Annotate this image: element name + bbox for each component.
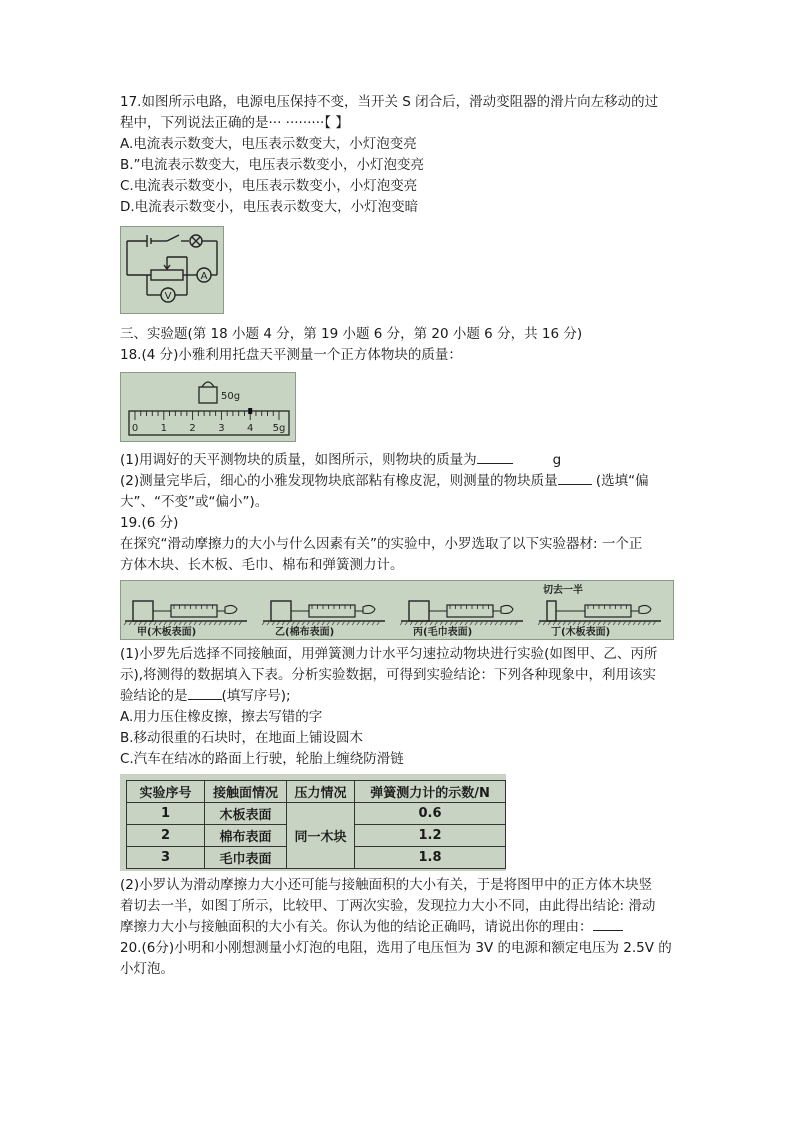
q19-part2-line1: (2)小罗认为滑动摩擦力大小还可能与接触面积的大小有关，于是将图甲中的正方体木块竖: [120, 877, 653, 893]
table-row: [127, 803, 506, 825]
friction-panel-label: 乙(棉布表面): [275, 627, 335, 638]
table-cell-surface: 毛巾表面: [204, 847, 286, 869]
friction-panel-label: 丙(毛巾表面): [413, 627, 473, 638]
experiment-table: [126, 780, 506, 869]
q17-option-a: A.电流表示数变大，电压表示数变大，小灯泡变亮: [120, 136, 417, 152]
scale-tick-label: 2: [189, 423, 196, 434]
q19-intro-line1: 在探究“滑动摩擦力的大小与什么因素有关”的实验中，小罗选取了以下实验器材: 一个正: [120, 536, 643, 552]
q19-option-a: A.用力压住橡皮擦，擦去写错的字: [120, 709, 323, 725]
q19-heading: 19.(6 分): [120, 515, 179, 531]
table-cell-surface: 棉布表面: [204, 825, 286, 847]
friction-panel-label: 甲(木板表面): [137, 627, 197, 638]
scale-tick-label: 0: [131, 423, 139, 434]
q18-part1-text: (1)用调好的天平测物块的质量，如图所示，则物块的质量为: [120, 452, 477, 468]
table-header: 接触面情况: [204, 781, 286, 803]
table-cell-force: 0.6: [355, 803, 506, 825]
friction-panel-label: 丁(木板表面): [551, 627, 611, 638]
spring-scale: [585, 605, 631, 617]
table-cell-no: 1: [127, 803, 205, 825]
q19-part1-suffix: (填写序号);: [221, 688, 291, 704]
friction-panel: [538, 583, 661, 638]
q18-part2-line1: [120, 471, 676, 492]
q18-part2-suffix: (选填“偏: [591, 473, 649, 489]
scale-tick-label: 4: [247, 423, 254, 434]
scale-tick-label: 1: [160, 423, 167, 434]
q18-part1: [120, 450, 676, 471]
scale-tick-label: 3: [218, 423, 225, 434]
section-3-heading: 三、实验题(第 18 小题 4 分，第 19 小题 6 分，第 20 小题 6 分，共 16 分): [120, 326, 583, 342]
q18-part1-blank[interactable]: [477, 463, 513, 464]
weight-label: 50g: [221, 391, 241, 402]
table-header: 实验序号: [127, 781, 205, 803]
q20-line2: 小灯泡。: [120, 961, 174, 977]
q18-part2-blank[interactable]: [558, 484, 592, 485]
q19-part2-line2: 着切去一半，如图丁所示，比较甲、丁两次实验，发现拉力大小不同，由此得出结论: 滑动: [120, 898, 656, 914]
wooden-block: [271, 601, 291, 621]
q17-stem-line1: 17.如图所示电路，电源电压保持不变，当开关 S 闭合后，滑动变阻器的滑片向左移动的过: [120, 94, 659, 110]
q19-intro-line2: 方体木块、长木板、毛巾、棉布和弹簧测力计。: [120, 557, 404, 573]
hand-icon: [501, 605, 513, 613]
q19-part1-text: 验结论的是: [120, 688, 188, 704]
q17-option-d: D.电流表示数变小，电压表示数变大，小灯泡变暗: [120, 199, 419, 215]
table-header: 压力情况: [286, 781, 354, 803]
q18-part1-unit: g: [552, 452, 562, 468]
circuit-diagram: [120, 226, 224, 314]
table-cell-no: 3: [127, 847, 205, 869]
balance-scale-figure: [120, 372, 296, 442]
table-header-row: [127, 781, 506, 803]
q18-part2-text: (2)测量完毕后，细心的小雅发现物块底部粘有橡皮泥，则测量的物块质量: [120, 473, 558, 489]
cut-half-label: 切去一半: [543, 585, 583, 596]
table-cell-no: 2: [127, 825, 205, 847]
q19-option-c: C.汽车在结冰的路面上行驶，轮胎上缠绕防滑链: [120, 751, 404, 767]
wooden-block: [547, 601, 556, 621]
scale-ruler: [129, 411, 289, 435]
q17-stem-line2: 程中，下列说法正确的是··· ·········【 】: [120, 115, 349, 131]
q19-part2-blank[interactable]: [593, 930, 623, 931]
q17-option-b: B.”电流表示数变大，电压表示数变小，小灯泡变亮: [120, 157, 425, 173]
q19-option-b: B.移动很重的石块时，在地面上铺设圆木: [120, 730, 364, 746]
wooden-block: [409, 601, 429, 621]
spring-scale: [171, 605, 217, 617]
table-cell-pressure: 同一木块: [286, 803, 354, 869]
q19-part1-blank[interactable]: [188, 699, 222, 700]
q19-part2-line3: [120, 917, 676, 938]
table-header: 弹簧测力计的示数/N: [355, 781, 506, 803]
spring-scale: [447, 605, 493, 617]
q19-part1-line1: (1)小罗先后选择不同接触面，用弹簧测力计水平匀速拉动物块进行实验(如图甲、乙、丙所: [120, 646, 658, 662]
scale-tick-label: 5g: [272, 423, 286, 434]
friction-panel: [262, 601, 385, 638]
exam-page: [120, 92, 676, 980]
q18-part2-line2: 大”、“不变”或“偏小”)。: [120, 494, 269, 510]
experiment-table-figure: [120, 774, 506, 871]
ammeter-label: A: [200, 271, 208, 282]
hand-icon: [225, 605, 237, 613]
q20-line1: 20.(6分)小明和小刚想测量小灯泡的电阻，选用了电压恒为 3V 的电源和额定电压为 2.5V 的: [120, 940, 672, 956]
q19-part1-line2: 示),将测得的数据填入下表。分析实验数据，可得到实验结论：下列各种现象中，利用该实: [120, 667, 657, 683]
q19-part2-text: 摩擦力大小与接触面积的大小有关。你认为他的结论正确吗，请说出你的理由：: [120, 919, 593, 935]
friction-panel: [400, 601, 523, 638]
friction-panel: [124, 601, 247, 638]
hand-icon: [363, 605, 375, 613]
q19-part1-line3: [120, 686, 676, 707]
voltmeter-label: V: [164, 291, 172, 302]
scale-rider: [248, 408, 252, 414]
table-cell-surface: 木板表面: [204, 803, 286, 825]
spring-scale: [309, 605, 355, 617]
table-cell-force: 1.2: [355, 825, 506, 847]
friction-experiment-figure: [120, 580, 674, 640]
hand-icon: [639, 605, 651, 613]
table-cell-force: 1.8: [355, 847, 506, 869]
q17-option-c: C.电流表示数变小，电压表示数变小，小灯泡变亮: [120, 178, 418, 194]
q18-stem: 18.(4 分)小雅利用托盘天平测量一个正方体物块的质量：: [120, 347, 462, 363]
wooden-block: [133, 601, 153, 621]
